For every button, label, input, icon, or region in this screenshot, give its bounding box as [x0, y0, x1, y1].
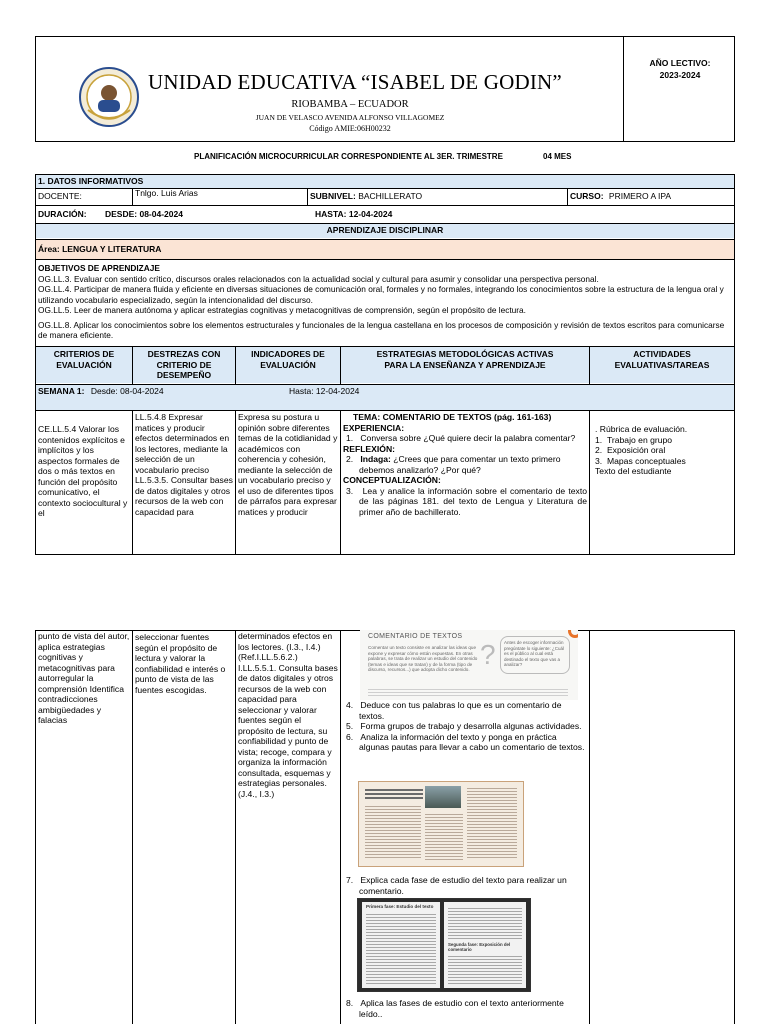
- actividad-4: Texto del estudiante: [595, 466, 672, 476]
- datos-section: 1. DATOS INFORMATIVOS: [36, 175, 734, 188]
- estrategia-8-text: Aplica las fases de estudio con el texto anteriormente leído..: [359, 998, 564, 1019]
- textbook-image-1-bubble: Antes de escoger información pregúntate lo siguiente: ¿Cuál es el público al cual está destinado el texto que vas a analizar?: [500, 636, 570, 674]
- actividad-2: 2. Exposición oral: [595, 445, 666, 455]
- semana-label: SEMANA 1:: [38, 386, 85, 396]
- curso: [568, 190, 734, 204]
- plan-duration: 04 MES: [543, 152, 572, 161]
- school-logo: [78, 66, 140, 128]
- reflexion-item: 2. Indaga: ¿Crees que para comentar un texto primero debemos analizarlo? ¿Por qué?: [346, 454, 561, 475]
- fases-left-lines: [366, 912, 436, 984]
- duracion-desde: DESDE: 08-04-2024: [105, 209, 183, 219]
- school-city: RIOBAMBA – ECUADOR: [291, 99, 409, 110]
- semana-hasta: Hasta: 12-04-2024: [289, 386, 360, 396]
- article-headline-block: [365, 787, 423, 799]
- actividad-3-text: Mapas conceptuales: [606, 455, 686, 466]
- col-indicadores: INDICADORES DE EVALUACIÓN: [236, 347, 340, 383]
- conceptualizacion-text: Lea y analice la información sobre el comentario de texto de las páginas 181. del texto de Lengua y Literatura de primer año de bachillerato.: [359, 485, 587, 517]
- subnivel-label: SUBNIVEL:: [310, 191, 356, 201]
- textbook-image-article: [358, 781, 524, 867]
- school-amie: Código AMIE:06H00232: [309, 124, 391, 133]
- article-text-left: [365, 804, 421, 860]
- actividad-2-text: Exposición oral: [606, 445, 666, 455]
- row2-indicador: determinados efectos en los lectores. (I.3., I.4.) (Ref.I.LL.5.6.2.) I.LL.5.5.1. Consulta bases de datos digitales y otros recursos de la web con capacidad para seleccionar y valorar fuentes según el propósito de lectura, su confiabilidad y punto de vista; recoge, compara y organiza la información consultada, esquemas y estrategias personales. (J.4., I.3.): [238, 631, 338, 799]
- row2-estrategia-8: [341, 997, 589, 1023]
- textbook-image-fases: [357, 898, 531, 992]
- fases-page-right: [444, 902, 526, 988]
- col-criterios: CRITERIOS DE EVALUACIÓN: [36, 347, 132, 383]
- reflexion-text: ¿Crees que para comentar un texto primero debemos analizarlo? ¿Por qué?: [359, 454, 561, 475]
- docente-label: DOCENTE:: [38, 191, 82, 201]
- textbook-image-1-body: Comentar un texto consiste en analizar las ideas que expone y expresar cómo están expuestas. En otras palabras, se trata de realizar un estudio del contenido (temas e ideas que se tratan) y de la forma (tipo de discurso, recursos...) que adopta dicho contenido.: [368, 645, 478, 673]
- row1-estrategias: [341, 411, 589, 555]
- estrategia-5-text: Forma grupos de trabajo y desarrolla algunas actividades.: [360, 721, 582, 731]
- estrategia-7-text: Explica cada fase de estudio del texto para realizar un comentario.: [359, 875, 567, 896]
- actividad-1: 1. Trabajo en grupo: [595, 434, 673, 445]
- article-text-right: [467, 786, 517, 860]
- subnivel-value: BACHILLERATO: [358, 191, 423, 201]
- objetivo-og3: OG.LL.3. Evaluar con sentido crítico, discursos orales relacionados con la actualidad social y cultural para asumir y consolidar una perspectiva personal.: [38, 273, 599, 284]
- textbook-image-1-title: COMENTARIO DE TEXTOS: [368, 633, 463, 640]
- estrategia-8: 8. Aplica las fases de estudio con el texto anteriormente leído..: [346, 998, 564, 1019]
- fases-page-left: [362, 902, 440, 988]
- fases-subtitle: Segunda fase: Exposición del comentario: [448, 942, 511, 952]
- school-address: JUAN DE VELASCO AVENIDA ALFONSO VILLAGOMEZ: [255, 113, 445, 122]
- col-estrategias: ESTRATEGIAS METODOLÓGICAS ACTIVAS PARA LA ENSEÑANZA Y APRENDIZAJE: [341, 347, 589, 383]
- actividad-3: 3. Mapas conceptuales: [595, 455, 686, 466]
- duracion-label: DURACIÓN:: [38, 209, 87, 219]
- estrategia-4-text: Deduce con tus palabras lo que es un comentario de textos.: [359, 700, 562, 721]
- plan-title: PLANIFICACIÓN MICROCURRICULAR CORRESPONDIENTE AL 3ER. TRIMESTRE: [194, 152, 503, 161]
- tema-title: TEMA: COMENTARIO DE TEXTOS (pág. 161-163): [353, 412, 552, 422]
- row2-destreza: seleccionar fuentes según el propósito de lectura y valorar la confiabilidad e interés o punto de vista de las fuentes escogidas.: [135, 632, 226, 695]
- semana-desde: Desde: 08-04-2024: [90, 386, 164, 396]
- duracion-hasta: HASTA: 12-04-2024: [315, 209, 393, 219]
- actividad-1-text: Trabajo en grupo: [606, 434, 673, 445]
- estrategia-5: 5. Forma grupos de trabajo y desarrolla algunas actividades.: [346, 721, 582, 731]
- article-photo: [425, 786, 461, 808]
- school-name: UNIDAD EDUCATIVA “ISABEL DE GODIN”: [148, 70, 562, 94]
- experiencia-text: Conversa sobre ¿Qué quiere decir la palabra comentar?: [360, 433, 576, 443]
- experiencia-label: EXPERIENCIA:: [343, 422, 405, 433]
- area-row: Área: LENGUA Y LITERATURA: [36, 240, 734, 259]
- row1-indicador: Expresa su postura u opinión sobre diferentes temas de la cotidianidad y académicos con coherencia y cohesión, mediante la selección de un vocabulario preciso y el uso de diferentes tipos de párrafos para expresar matices y producir: [238, 412, 338, 517]
- row2-estrategias: [341, 699, 589, 789]
- school-year-label: AÑO LECTIVO:: [649, 58, 711, 68]
- col-destrezas: DESTREZAS CON CRITERIO DE DESEMPEÑO: [133, 347, 235, 383]
- indaga-label: Indaga:: [360, 454, 391, 464]
- textbook-image-1-lines: [368, 687, 568, 697]
- row1-criterio: CE.LL.5.4 Valorar los contenidos explícitos e implícitos y los aspectos formales de dos o más textos en función del propósito comunicativo, el contexto sociocultural y el: [38, 424, 128, 518]
- experiencia-item: 1. Conversa sobre ¿Qué quiere decir la palabra comentar?: [346, 433, 576, 443]
- estrategia-6: 6. Analiza la información del texto y ponga en práctica algunas pautas para llevar a cabo un comentario de textos.: [346, 731, 585, 752]
- fases-right-lines-bottom: [448, 954, 522, 984]
- question-mark-icon: ?: [480, 639, 496, 670]
- conceptualizacion-item: 3. Lea y analice la información sobre el comentario de texto de las páginas 181. del texto de Lengua y Literatura de primer año de bachillerato.: [346, 485, 587, 517]
- reflexion-label: REFLEXIÓN:: [343, 443, 396, 454]
- actividad-rubrica: . Rúbrica de evaluación.: [595, 424, 688, 434]
- objetivos-block: [36, 262, 734, 346]
- semana-row: [36, 385, 734, 410]
- objetivos-title: OBJETIVOS DE APRENDIZAJE: [38, 263, 160, 273]
- row2-criterio: punto de vista del autor, aplica estrategias cognitivas y metacognitivas para autorregular la comprensión Identifica contradicciones ambigüedades y falacias: [38, 631, 130, 725]
- estrategia-7: 7. Explica cada fase de estudio del texto para realizar un comentario.: [346, 875, 567, 896]
- aprendizaje-header: APRENDIZAJE DISCIPLINAR: [36, 224, 734, 238]
- objetivo-og8: OG.LL.8. Aplicar los conocimientos sobre los elementos estructurales y funcionales de la lengua castellana en los procesos de composición y revisión de textos escritos para comunicarse de manera eficiente.: [38, 319, 725, 340]
- fases-title: Primera fase: Estudio del texto: [366, 904, 434, 909]
- subnivel: [308, 190, 568, 204]
- curso-label: CURSO:: [570, 191, 604, 201]
- conceptualizacion-label: CONCEPTUALIZACIÓN:: [343, 475, 441, 485]
- orange-corner-decoration: [568, 630, 578, 638]
- textbook-image-comentario: [360, 630, 578, 700]
- objetivo-og5: OG.LL.5. Leer de manera autónoma y aplicar estrategias cognitivas y metacognitivas de comprensión, según el propósito de lectura.: [38, 305, 526, 315]
- estrategia-6-text: Analiza la información del texto y ponga en práctica algunas pautas para llevar a cabo un comentario de textos.: [359, 731, 585, 752]
- school-year-value: 2023-2024: [659, 70, 701, 80]
- objetivo-og4: OG.LL.4. Participar de manera fluida y eficiente en diversas situaciones de comunicación oral, formales y no formales, integrando los conocimientos sobre la estructura de la lengua oral y utilizando vocabulario especializado, según la intencionalidad del discurso.: [38, 284, 724, 305]
- fases-right-lines-top: [448, 906, 522, 940]
- row1-actividades: [590, 423, 734, 555]
- docente-value: Tnlgo. Luis Arias: [135, 188, 198, 198]
- col-actividades: ACTIVIDADES EVALUATIVAS/TAREAS: [590, 347, 734, 383]
- curso-value: PRIMERO A IPA: [608, 191, 672, 201]
- row2-estrategia-7: [341, 874, 589, 900]
- estrategia-4: 4. Deduce con tus palabras lo que es un comentario de textos.: [346, 700, 562, 721]
- row1-destreza: LL.5.4.8 Expresar matices y producir efectos determinados en los lectores, mediante la selección de un vocabulario preciso LL.5.3.5. Consultar bases de datos digitales y otros recursos de la web con capacidad para: [135, 412, 233, 517]
- article-text-mid: [425, 812, 463, 860]
